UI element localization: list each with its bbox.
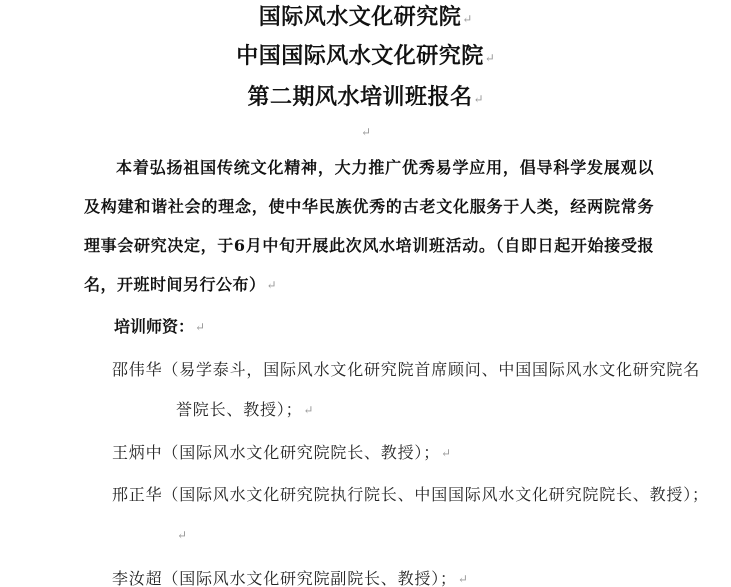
teacher-name: 王炳中 [112, 443, 163, 462]
title-text-3: 第二期风水培训班报名 [247, 84, 473, 110]
empty-paragraph [360, 122, 371, 142]
teacher-detail: （国际风水文化研究院院长、教授）； [162, 443, 441, 462]
section-label-teachers [114, 314, 205, 340]
paragraph-mark-icon: ↵ [195, 320, 206, 334]
paragraph-mark-icon: ↵ [177, 528, 188, 542]
teacher-entry [112, 559, 711, 587]
title-line-3 [0, 82, 731, 114]
teacher-name: 李汝超 [112, 569, 163, 587]
title-line-2 [0, 41, 731, 73]
teacher-entry [112, 433, 711, 473]
paragraph-mark-icon: ↵ [484, 51, 495, 65]
intro-text: 本着弘扬祖国传统文化精神，大力推广优秀易学应用，倡导科学发展观以及构建和谐社会的理念，使中华民族优秀的古老文化服务于人类，经两院常务理事会研究决定，于6月中旬开展此次风水培训班活动。（自即日起开始接受报名，开班时间另行公布） [84, 158, 654, 294]
paragraph-mark-icon: ↵ [361, 125, 372, 139]
title-text-2: 中国国际风水文化研究院 [236, 43, 484, 69]
paragraph-mark-icon: ↵ [266, 278, 277, 292]
teacher-detail: （易学泰斗，国际风水文化研究院首席顾问、中国国际风水文化研究院名誉院长、教授）； [162, 360, 701, 419]
intro-paragraph [84, 148, 654, 305]
paragraph-mark-icon: ↵ [303, 403, 314, 417]
teacher-entry [112, 475, 711, 555]
section-label-text: 培训师资： [114, 317, 195, 336]
paragraph-mark-icon: ↵ [457, 572, 468, 586]
teacher-detail: （国际风水文化研究院执行院长、中国国际风水文化研究院院长、教授）； [162, 485, 709, 504]
title-text-1: 国际风水文化研究院 [258, 4, 462, 30]
paragraph-mark-icon: ↵ [441, 446, 452, 460]
title-line-1 [0, 2, 731, 34]
teacher-name: 邢正华 [112, 485, 163, 504]
paragraph-mark-icon: ↵ [462, 12, 473, 26]
teacher-name: 邵伟华 [112, 360, 163, 379]
teacher-entry [112, 350, 711, 430]
paragraph-mark-icon: ↵ [473, 92, 484, 106]
teacher-detail: （国际风水文化研究院副院长、教授）； [162, 569, 457, 587]
